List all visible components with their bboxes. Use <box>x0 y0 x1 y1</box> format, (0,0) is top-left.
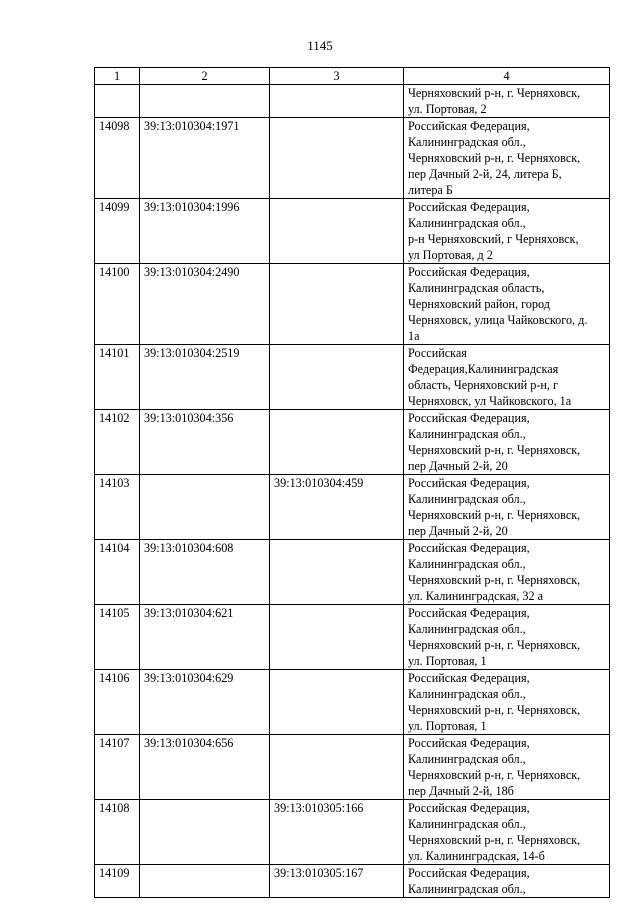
address-cell <box>404 264 610 345</box>
address-line: р-н Черняховский, г Черняховск, <box>408 232 579 246</box>
address-line: ул. Калининградская, 14-б <box>408 849 545 863</box>
address-line: Черняховский р-н, г. Черняховск, <box>408 151 581 165</box>
address-line: Российская Федерация, <box>408 671 530 685</box>
cadastral-number-cell: 39:13:010304:629 <box>140 670 270 735</box>
address-cell <box>404 605 610 670</box>
column-header-2: 2 <box>140 68 270 85</box>
address-cell <box>404 345 610 410</box>
column-header-3: 3 <box>270 68 404 85</box>
cadastral-number-cell <box>140 865 270 898</box>
address-line: Калининградская обл., <box>408 135 526 149</box>
address-line: Черняховский район, город <box>408 297 550 311</box>
address-line: Российская Федерация, <box>408 606 530 620</box>
table-row <box>95 199 610 264</box>
row-number-cell: 14099 <box>95 199 140 264</box>
address-line: ул. Калининградская, 32 а <box>408 589 543 603</box>
address-line: ул Портовая, д 2 <box>408 248 493 262</box>
address-line: Калининградская обл., <box>408 622 526 636</box>
address-line: Российская Федерация, <box>408 200 530 214</box>
address-cell <box>404 410 610 475</box>
address-line: Российская Федерация, <box>408 801 530 815</box>
address-line: Черняховский р-н, г. Черняховск, <box>408 638 581 652</box>
address-cell <box>404 475 610 540</box>
address-line: Черняховский р-н, г. Черняховск, <box>408 703 581 717</box>
address-line: Калининградская обл., <box>408 427 526 441</box>
cadastral-number-alt-cell <box>270 410 404 475</box>
address-line: пер Дачный 2-й, 20 <box>408 459 508 473</box>
address-line: Российская Федерация, <box>408 541 530 555</box>
cadastral-number-alt-cell: 39:13:010305:166 <box>270 800 404 865</box>
table-row <box>95 865 610 898</box>
cadastral-number-alt-cell <box>270 605 404 670</box>
address-line: Черняховск, улица Чайковского, д. <box>408 313 588 327</box>
address-line: пер Дачный 2-й, 18б <box>408 784 514 798</box>
address-line: Калининградская область, <box>408 281 545 295</box>
address-line: Федерация,Калининградская <box>408 362 559 376</box>
address-line: Черняховск, ул Чайковского, 1а <box>408 394 572 408</box>
address-line: Российская Федерация, <box>408 411 530 425</box>
cadastral-number-cell <box>140 85 270 118</box>
cadastral-number-cell <box>140 800 270 865</box>
address-line: Калининградская обл., <box>408 752 526 766</box>
table-row <box>95 264 610 345</box>
address-cell <box>404 118 610 199</box>
cadastral-number-alt-cell <box>270 118 404 199</box>
address-line: Российская Федерация, <box>408 119 530 133</box>
column-header-4: 4 <box>404 68 610 85</box>
cadastral-number-cell: 39:13:010304:2519 <box>140 345 270 410</box>
row-number-cell: 14101 <box>95 345 140 410</box>
address-line: Калининградская обл., <box>408 882 526 896</box>
address-line: Черняховский р-н, г. Черняховск, <box>408 443 581 457</box>
address-line: Калининградская обл., <box>408 817 526 831</box>
address-line: Российская Федерация, <box>408 866 530 880</box>
row-number-cell: 14109 <box>95 865 140 898</box>
cadastral-number-cell: 39:13:010304:621 <box>140 605 270 670</box>
row-number-cell: 14102 <box>95 410 140 475</box>
cadastral-number-alt-cell <box>270 540 404 605</box>
address-line: Черняховский р-н, г. Черняховск, <box>408 573 581 587</box>
address-line: 1а <box>408 329 420 343</box>
cadastral-number-cell <box>140 475 270 540</box>
address-line: Российская Федерация, <box>408 736 530 750</box>
table-row <box>95 540 610 605</box>
address-line: Черняховский р-н, г. Черняховск, <box>408 508 581 522</box>
address-line: Российская <box>408 346 467 360</box>
cadastral-number-cell: 39:13:010304:356 <box>140 410 270 475</box>
cadastral-number-alt-cell <box>270 85 404 118</box>
row-number-cell: 14108 <box>95 800 140 865</box>
row-number-cell: 14098 <box>95 118 140 199</box>
table-row <box>95 800 610 865</box>
address-line: Черняховский р-н, г. Черняховск, <box>408 86 581 100</box>
cadastral-number-cell: 39:13:010304:2490 <box>140 264 270 345</box>
cadastral-number-alt-cell <box>270 670 404 735</box>
address-line: Калининградская обл., <box>408 557 526 571</box>
address-cell <box>404 670 610 735</box>
cadastral-number-alt-cell <box>270 345 404 410</box>
address-line: пер Дачный 2-й, 24, литера Б, <box>408 167 562 181</box>
address-line: Российская Федерация, <box>408 476 530 490</box>
cadastral-number-alt-cell: 39:13:010304:459 <box>270 475 404 540</box>
cadastral-number-cell: 39:13:010304:1971 <box>140 118 270 199</box>
address-cell <box>404 800 610 865</box>
table-row <box>95 605 610 670</box>
address-line: Калининградская обл., <box>408 492 526 506</box>
page-number: 1145 <box>307 38 333 53</box>
address-cell <box>404 735 610 800</box>
address-line: Черняховский р-н, г. Черняховск, <box>408 768 581 782</box>
table-header-row <box>95 68 610 85</box>
address-line: Черняховский р-н, г. Черняховск, <box>408 833 581 847</box>
table-row <box>95 735 610 800</box>
row-number-cell: 14105 <box>95 605 140 670</box>
row-number-cell: 14104 <box>95 540 140 605</box>
row-number-cell: 14106 <box>95 670 140 735</box>
address-line: литера Б <box>408 183 453 197</box>
cadastral-number-alt-cell <box>270 199 404 264</box>
address-line: ул. Портовая, 1 <box>408 654 487 668</box>
cadastral-number-cell: 39:13:010304:656 <box>140 735 270 800</box>
address-line: пер Дачный 2-й, 20 <box>408 524 508 538</box>
cadastral-number-cell: 39:13:010304:608 <box>140 540 270 605</box>
table-body <box>95 85 610 898</box>
address-cell <box>404 865 610 898</box>
table-row <box>95 410 610 475</box>
table-row <box>95 475 610 540</box>
row-number-cell: 14100 <box>95 264 140 345</box>
table-row <box>95 118 610 199</box>
row-number-cell: 14103 <box>95 475 140 540</box>
address-line: Калининградская обл., <box>408 687 526 701</box>
cadastral-number-cell: 39:13:010304:1996 <box>140 199 270 264</box>
table-row <box>95 345 610 410</box>
row-number-cell: 14107 <box>95 735 140 800</box>
address-line: ул. Портовая, 1 <box>408 719 487 733</box>
cadastral-number-alt-cell <box>270 264 404 345</box>
registry-table <box>94 67 610 898</box>
cadastral-number-alt-cell <box>270 735 404 800</box>
address-line: ул. Портовая, 2 <box>408 102 487 116</box>
column-header-1: 1 <box>95 68 140 85</box>
table-row <box>95 85 610 118</box>
row-number-cell <box>95 85 140 118</box>
cadastral-number-alt-cell: 39:13:010305:167 <box>270 865 404 898</box>
address-line: Российская Федерация, <box>408 265 530 279</box>
address-line: Калининградская обл., <box>408 216 526 230</box>
table-row <box>95 670 610 735</box>
address-cell <box>404 199 610 264</box>
address-line: область, Черняховский р-н, г <box>408 378 559 392</box>
address-cell <box>404 540 610 605</box>
address-cell <box>404 85 610 118</box>
